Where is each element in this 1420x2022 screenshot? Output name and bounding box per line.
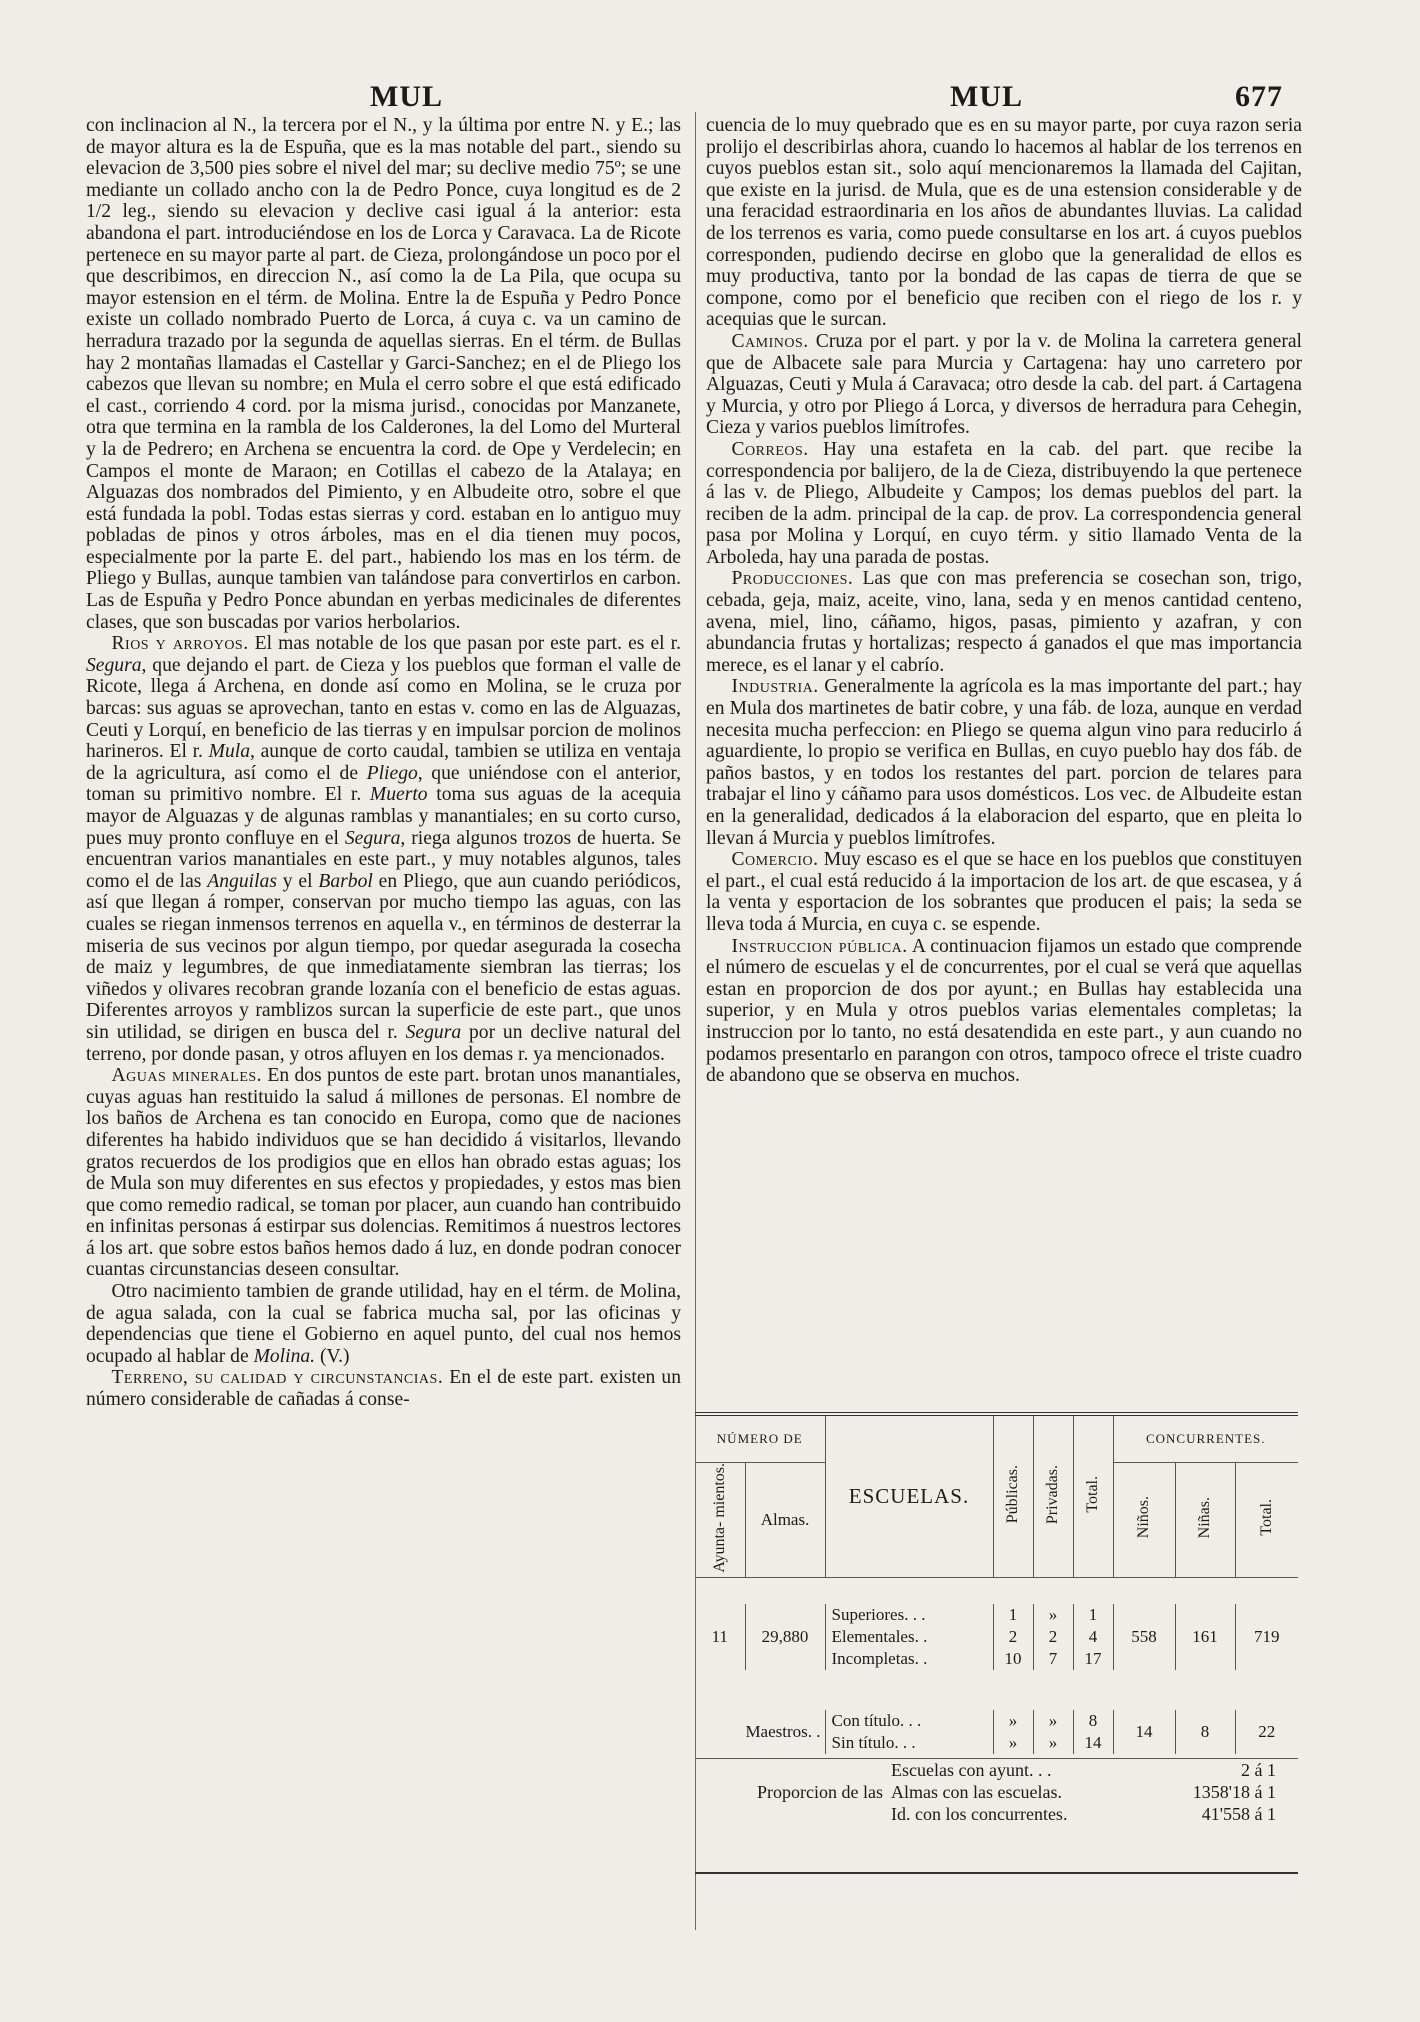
section-title-caminos: Caminos. <box>731 330 809 352</box>
section-title-producciones: Producciones. <box>731 568 854 590</box>
cell-total: 8 <box>1073 1710 1113 1732</box>
section-title-correos: Correos. <box>731 438 809 460</box>
schools-grid <box>695 1416 1298 1754</box>
paragraph-rios <box>86 633 681 1065</box>
row-label: Sin título. . . <box>825 1732 993 1754</box>
proportion-item: Escuelas con ayunt. . . <box>891 1759 1052 1780</box>
text-run: en Pliego, que aun cuando periódicos, así que llegan á romper, conservan por mucho tiempo las aguas, con las cuales se riegan inmensos terrenos en aquella v., en términos de desterrar la miseria de sus vecinos por algun tiempo, por quedar asegurada la cosecha de maiz y legumbres, de que inmediatamente siembran las tierras; los viñedos y olivares recobran grande lozanía con el beneficio de estas aguas. Diferentes arroyos y ramblizos surcan la superficie de este part., que unos sin utilidad, se dirigen en busca del r. <box>86 870 681 1043</box>
header-privadas: Privadas. <box>1044 1464 1062 1524</box>
text-run: toma sus aguas de la acequia mayor de Alguazas y de algunas ramblas y manantiales; en su corto curso, pues muy pronto confluye en el <box>86 784 681 849</box>
left-column <box>86 115 681 1411</box>
proportion-value: 1358'18 á 1 <box>1192 1781 1276 1802</box>
text-run: A continuacion fijamos un estado que comprende el número de escuelas y el de concurrentes, por el cual se verá que aquellas estan en proporcion de dos por ayunt.; en Bullas hay establecida una superior, y en Mula y otros pueblos varias elementales completas; la instruccion por lo tanto, no está desatendida en este part., y aun cuando no podamos presentarlo en parangon con otros, tampoco ofrece el triste cuadro de abandono que se observa en muchos. <box>706 935 1302 1087</box>
header-publicas: Públicas. <box>1004 1464 1022 1524</box>
text-run: y el <box>276 870 319 892</box>
cell-privadas: 7 <box>1033 1648 1073 1670</box>
spring-name: Anguilas <box>207 870 277 892</box>
section-title-rios: Rios y arroyos. <box>111 633 249 655</box>
cell-publicas: 1 <box>993 1604 1033 1626</box>
header-ayunt-cell <box>695 1462 745 1578</box>
header-escuelas: ESCUELAS. <box>825 1416 993 1578</box>
paragraph-producciones <box>706 568 1302 676</box>
paragraph-otro-nacimiento <box>86 1281 681 1367</box>
cell-privadas: 2 <box>1033 1626 1073 1648</box>
cell-publicas: » <box>993 1710 1033 1732</box>
river-name: Mula <box>208 741 251 763</box>
text-run: , aunque de corto caudal, tambien se utiliza en ventaja de la agricultura, así como el de <box>86 741 681 784</box>
section-title-industria: Industria. <box>731 676 819 698</box>
paragraph-terreno <box>86 1367 681 1410</box>
text-run: (V.) <box>315 1345 350 1367</box>
header-publicas-cell <box>993 1416 1033 1578</box>
text-run: por un declive natural del terreno, por donde pasan, y otros afluyen en los demas r. ya mencionados. <box>86 1021 681 1065</box>
paragraph-terreno-cont: cuencia de lo muy quebrado que es en su mayor parte, por cuya razon seria prolijo el describirlas ahora, cuando lo hacemos al hablar de los terrenos en cuyos pueblos estan sit., solo aquí mencionaremos la llamada del Cajitan, que existe en la jurisd. de Mula, que es de una estension considerable y de una feracidad estraordinaria en los años de abundantes lluvias. La calidad de los terrenos es varia, como puede consultarse en los art. á cuyos pueblos corresponden, pudiendo decirse en globo que la generalidad de ellos es muy productiva, tanto por la bondad de las capas de tierra de que se compone, como por el beneficio que reciben con el riego de los r. y acequias que le surcan. <box>706 115 1302 331</box>
text-run: Muy escaso es el que se hace en los pueblos que constituyen el part., el cual está reducido á la importacion de los art. de que escasea, y á la venta y esportacion de los sobrantes que producen el pais; la seda se lleva toda á Murcia, en cuya c. se espende. <box>706 849 1302 935</box>
proportion-item: Id. con los concurrentes. <box>891 1803 1068 1824</box>
cell-publicas: 2 <box>993 1626 1033 1648</box>
table-row <box>695 1604 1298 1626</box>
maestros-ninos: 14 <box>1113 1710 1175 1754</box>
ninos-value: 558 <box>1113 1604 1175 1670</box>
header-privadas-cell <box>1033 1416 1073 1578</box>
spring-name: Barbol <box>318 870 373 892</box>
text-run: , que dejando el part. de Cieza y los pueblos que forman el valle de Ricote, llega á Archena, en donde así como en Molina, se le cruza por barcas: sus aguas se aprovechan, tanto en estas v. como en las de Alguazas, Ceuti y Lorquí, en beneficio de las tierras y en impulsar porcion de molinos harineros. El r. <box>86 654 681 763</box>
running-head-right: MUL <box>950 80 1023 113</box>
section-title-terreno: Terreno, su calidad y circunstancias. <box>111 1367 444 1389</box>
total-concurrentes-value: 719 <box>1235 1604 1298 1670</box>
spacer <box>695 1670 1298 1710</box>
header-ninos: Niños. <box>1135 1496 1153 1539</box>
text-run: Las que con mas preferencia se cosechan son, trigo, cebada, geja, maiz, aceite, vino, lana, seda y en menos cantidad centeno, avena, miel, lino, cáñamo, higos, pasas, pimiento y azafran, y con abundancia frutas y hortalizas; respecto á ganados el que mas importancia merece, es el lanar y el cabrío. <box>706 568 1302 676</box>
ninas-value: 161 <box>1175 1604 1235 1670</box>
section-title-aguas: Aguas minerales. <box>111 1065 263 1087</box>
text-run: El mas notable de los que pasan por este part. es el r. <box>248 633 681 655</box>
section-title-instruccion: Instruccion pública. <box>731 935 908 957</box>
place-name: Molina. <box>253 1345 316 1367</box>
right-column <box>706 115 1302 1087</box>
table-row <box>695 1758 1298 1781</box>
cell-total: 4 <box>1073 1626 1113 1648</box>
text-run: Generalmente la agrícola es la mas importante del part.; hay en Mula dos martinetes de batir cobre, y una fáb. de loza, aunque en verdad necesita mucha perfeccion: en Pliego se quema algun vino para reducirlo á aguardiente, lo propio se verifica en Bullas, en cuyo pueblo hay dos fáb. de paños bastos, y en todos los restantes del part. porcion de telares para trabajar el lino y cáñamo para usos domésticos. Los vec. de Albudeite estan en la generalidad, dedicados á la elaboracion del esparto, que en pleita lo llevan á Murcia y pueblos limítrofes. <box>706 676 1302 849</box>
header-total-cell <box>1073 1416 1113 1578</box>
proportion-table <box>695 1758 1298 1825</box>
header-ninas-cell <box>1175 1462 1235 1578</box>
almas-value: 29,880 <box>745 1604 825 1670</box>
section-title-comercio: Comercio. <box>731 849 819 871</box>
paragraph-montes-cont: con inclinacion al N., la tercera por el N., y la última por entre N. y E.; las de mayor altura es la de Espuña, que es la mas notable del part., siendo su elevacion de 3,500 pies sobre el nivel del mar; su declive medio 75º; se une mediante un collado ancho con la de Pedro Ponce, cuya longitud es de 2 1/2 leg., siendo su elevacion y declive casi igual á la anterior: esta abandona el part. introduciéndose en los de Lorca y Caravaca. La de Ricote pertenece en su mayor parte al part. de Cieza, prolongándose un poco por el que describimos, en direccion N., así como la de La Pila, que ocupa su mayor estension en el térm. de Molina. Entre la de Espuña y Pedro Ponce existe un collado nombrado Puerto de Lorca, á cuya c. va un camino de herradura trazado por la segunda de aquellas sierras. En el térm. de Bullas hay 2 montañas llamadas el Castellar y Garci-Sanchez; en el de Pliego los cabezos que llevan su nombre; en Mula el cerro sobre el que está edificado el cast., corriendo 4 cord. por la misma jurisd., conocidas por Manzanete, otra que termina en la rambla de los Calderones, la del Lomo del Murteral y la de Pedrero; en Archena se encuentra la cord. de Ope y Verdelecin; en Campos el monte de Maraon; en Cotillas el cabezo de la Atalaya; en Alguazas dos nombrados del Pimiento, y en Albudeite otro, sobre el que está fundada la pobl. Todas estas sierras y cord. estaban en lo antiguo muy pobladas de pinos y otros árboles, mas en el dia tienen muy pocos, especialmente por la parte E. del part., habiendo los mas en los térm. de Pliego y Bullas, aunque tambien van talándose para convertirlos en carbon. Las de Espuña y Pedro Ponce abundan en yerbas medicinales de diferentes clases, que son buscadas por varios herbolarios. <box>86 115 681 633</box>
maestros-total: 22 <box>1235 1710 1298 1754</box>
header-almas: Almas. <box>745 1462 825 1578</box>
river-name: Pliego <box>366 762 418 784</box>
maestros-label: Maestros. . <box>745 1721 821 1741</box>
text-run: , que uniéndose con el anterior, toman su primitivo nombre. El r. <box>86 762 681 806</box>
river-name: Segura <box>344 827 401 849</box>
paragraph-aguas <box>86 1065 681 1281</box>
header-ayuntamientos: Ayunta- mientos. <box>710 1462 728 1573</box>
running-head-left: MUL <box>370 80 443 113</box>
row-label: Elementales. . <box>825 1626 993 1648</box>
ayunt-value: 11 <box>711 1626 728 1646</box>
header-ninos-cell <box>1113 1462 1175 1578</box>
river-name: Segura <box>405 1021 462 1043</box>
cell-total: 14 <box>1073 1732 1113 1754</box>
cell-total: 17 <box>1073 1648 1113 1670</box>
text-run: Hay una estafeta en la cab. del part. que recibe la correspondencia por balijero, de la de Cieza, distribuyendo la que pertenece á las v. de Pliego, Albudeite y Campos; los demas pueblos del part. la reciben de la adm. principal de la cap. de prov. La correspondencia general pasa por Molina y Lorquí, en cuyo térm. y sitio llamado Venta de la Arboleda, hay una parada de postas. <box>706 438 1302 568</box>
cell-publicas: » <box>993 1732 1033 1754</box>
proportion-value: 41'558 á 1 <box>1201 1803 1276 1824</box>
river-name: Muerto <box>369 784 428 806</box>
spacer <box>695 1578 1298 1604</box>
river-name: Segura <box>86 654 142 676</box>
header-total: Total. <box>1084 1475 1102 1513</box>
text-run: , riega algunos trozos de huerta. Se encuentran varios manantiales en este part., y muy notables algunos, tales como el de las <box>86 827 681 892</box>
header-numero-de: NÚMERO DE <box>695 1416 825 1462</box>
paragraph-correos <box>706 439 1302 569</box>
paragraph-industria <box>706 676 1302 849</box>
table-row <box>695 1710 1298 1732</box>
cell-total: 1 <box>1073 1604 1113 1626</box>
row-label: Superiores. . . <box>825 1604 993 1626</box>
cell-publicas: 10 <box>993 1648 1033 1670</box>
proportion-value: 2 á 1 <box>1241 1759 1276 1780</box>
header-total2-cell <box>1235 1462 1298 1578</box>
header-ninas: Niñas. <box>1196 1496 1214 1538</box>
cell-privadas: » <box>1033 1710 1073 1732</box>
proportion-label: Proporcion de las <box>757 1781 883 1802</box>
proportion-item: Almas con las escuelas. <box>891 1781 1062 1802</box>
paragraph-comercio <box>706 849 1302 935</box>
header-total-concurrentes: Total. <box>1257 1498 1275 1536</box>
text-run: Cruza por el part. y por la v. de Molina la carretera general que de Albacete sale para Murcia y Cartagena: hay uno carretero por Alguazas, Ceuti y Mula á Caravaca; otro desde la cab. del part. á Cartagena y Murcia, y otro por Pliego á Lorca, y diversos de herradura para Cehegin, Cieza y varios pueblos limítrofes. <box>706 330 1302 439</box>
maestros-ninas: 8 <box>1175 1710 1235 1754</box>
page-number: 677 <box>1235 80 1283 113</box>
row-label: Incompletas. . <box>825 1648 993 1670</box>
paragraph-instruccion <box>706 936 1302 1087</box>
cell-privadas: » <box>1033 1732 1073 1754</box>
paragraph-caminos <box>706 331 1302 439</box>
text-run: En el de este part. existen un número considerable de cañadas á conse- <box>86 1367 682 1411</box>
row-label: Con título. . . <box>825 1710 993 1732</box>
cell-privadas: » <box>1033 1604 1073 1626</box>
text-run: En dos puntos de este part. brotan unos manantiales, cuyas aguas han restituido la salud á millones de personas. El nombre de los baños de Archena es tan conocido en Europa, como que de naciones diferentes ha habido individuos que se han decidido á visitarlos, llevando gratos recuerdos de los prodigios que en ellos han obrado estas aguas; los de Mula son muy diferentes en sus efectos y propiedades, y estos mas bien que como remedio radical, se toman por placer, aun cuando han contribuido en infinitas personas á estirpar sus dolencias. Remitimos á nuestros lectores á los art. que sobre estos baños hemos dado á luz, en donde podran conocer cuantas circunstancias deseen consultar. <box>86 1065 681 1281</box>
schools-table <box>695 1412 1298 1874</box>
header-concurrentes: CONCURRENTES. <box>1113 1416 1298 1462</box>
text-run: Otro nacimiento tambien de grande utilidad, hay en el térm. de Molina, de agua salada, con la cual se fabrica mucha sal, por las oficinas y dependencias que tiene el Gobierno en aquel punto, del cual nos hemos ocupado al hablar de <box>86 1281 681 1367</box>
